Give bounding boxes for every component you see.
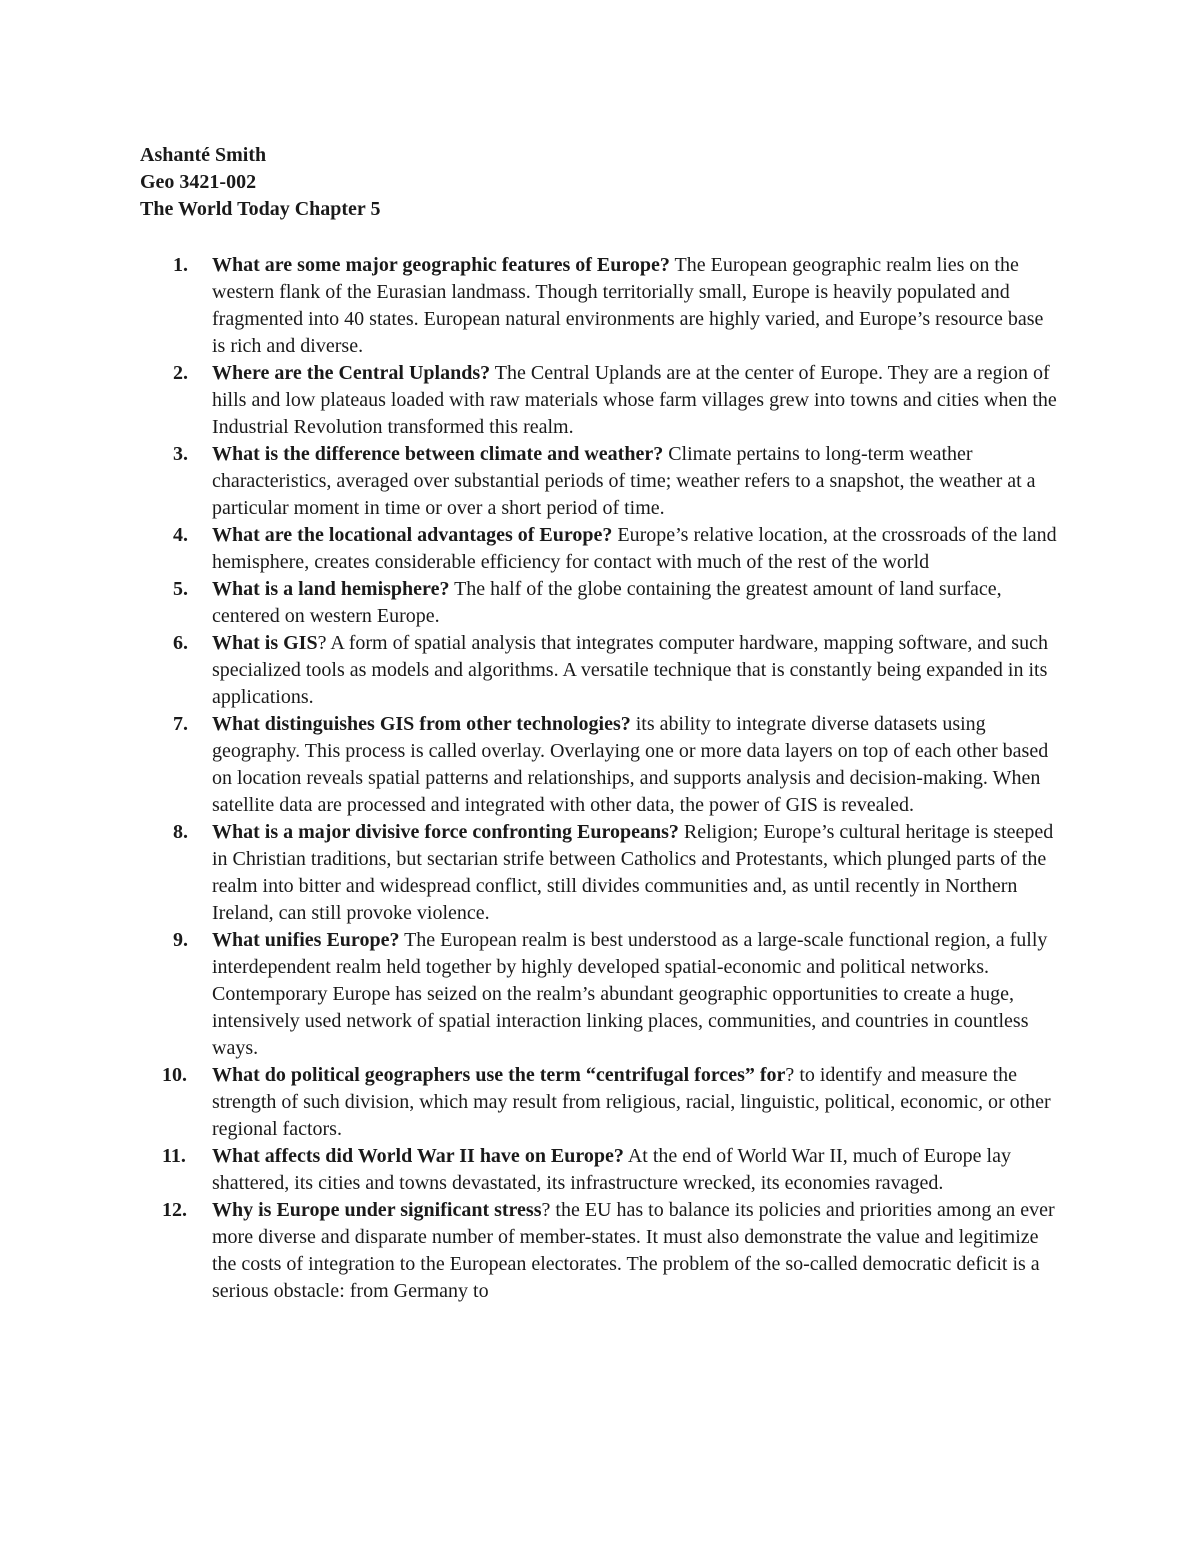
answer-text: The European realm is best understood as a large-scale functional region, a fully interdependent realm held together by highly developed spatial-economic and political networks. Contemporary Europe has seized on the realm’s abundant geographic opportunities to create a huge, intensively used network of spatial interaction linking places, communities, and countries in countless ways. [212, 929, 1048, 1059]
question-text: What is a major divisive force confronting Europeans? [212, 821, 679, 843]
list-item [140, 252, 1060, 360]
list-item [140, 819, 1060, 927]
question-list [140, 252, 1060, 1305]
item-number: 8. [173, 821, 188, 843]
answer-text: The Central Uplands are at the center of Europe. They are a region of hills and low plateaus loaded with raw materials whose farm villages grew into towns and cities when the Industrial Revolution transformed this realm. [212, 362, 1057, 438]
question-text: What unifies Europe? [212, 929, 400, 951]
answer-text: its ability to integrate diverse datasets using geography. This process is called overlay. Overlaying one or more data layers on top of each other based on location reveals spatial patterns and relationships, and supports analysis and decision-making. When satellite data are processed and integrated with other data, the power of GIS is revealed. [212, 713, 1049, 816]
item-number: 9. [173, 929, 188, 951]
document-header [140, 142, 380, 223]
list-item [140, 1197, 1060, 1305]
list-item [140, 711, 1060, 819]
question-text: What distinguishes GIS from other technologies? [212, 713, 631, 735]
answer-text: Climate pertains to long-term weather characteristics, averaged over substantial periods of time; weather refers to a snapshot, the weather at a particular moment in time or over a short period of time. [212, 443, 1036, 519]
item-number: 12. [162, 1199, 187, 1221]
question-text: What is a land hemisphere? [212, 578, 450, 600]
question-text: Why is Europe under significant stress [212, 1199, 542, 1221]
answer-text: A form of spatial analysis that integrates computer hardware, mapping software, and such specialized tools as models and algorithms. A versatile technique that is constantly being expanded in its applications. [212, 632, 1048, 708]
item-number: 11. [162, 1145, 186, 1167]
list-item [140, 1143, 1060, 1197]
answer-text: The half of the globe containing the greatest amount of land surface, centered on western Europe. [212, 578, 1002, 627]
answer-text: At the end of World War II, much of Europe lay shattered, its cities and towns devastated, its infrastructure wrecked, its economies ravaged. [212, 1145, 1011, 1194]
question-trail: ? [541, 1199, 551, 1221]
item-number: 10. [162, 1064, 187, 1086]
item-number: 2. [173, 362, 188, 384]
answer-text: to identify and measure the strength of such division, which may result from religious, racial, linguistic, political, economic, or other regional factors. [212, 1064, 1051, 1140]
question-trail: ? [785, 1064, 795, 1086]
list-item [140, 927, 1060, 1062]
question-text: What is GIS [212, 632, 318, 654]
list-item [140, 1062, 1060, 1143]
answer-text: the EU has to balance its policies and priorities among an ever more diverse and disparate number of member-states. It must also demonstrate the value and legitimize the costs of integration to the European electorates. The problem of the so-called democratic deficit is a serious obstacle: from Germany to [212, 1199, 1055, 1302]
question-text: Where are the Central Uplands? [212, 362, 491, 384]
question-text: What are the locational advantages of Europe? [212, 524, 613, 546]
list-item [140, 441, 1060, 522]
question-text: What do political geographers use the term “centrifugal forces” for [212, 1064, 786, 1086]
list-item [140, 630, 1060, 711]
item-number: 6. [173, 632, 188, 654]
item-number: 5. [173, 578, 188, 600]
item-number: 1. [173, 254, 188, 276]
item-number: 7. [173, 713, 188, 735]
answer-text: Europe’s relative location, at the crossroads of the land hemisphere, creates considerable efficiency for contact with much of the rest of the world [212, 524, 1057, 573]
question-text: What affects did World War II have on Europe? [212, 1145, 624, 1167]
list-item [140, 576, 1060, 630]
answer-text: The European geographic realm lies on the western flank of the Eurasian landmass. Though territorially small, Europe is heavily populated and fragmented into 40 states. European natural environments are highly varied, and Europe’s resource base is rich and diverse. [212, 254, 1044, 357]
question-text: What are some major geographic features of Europe? [212, 254, 670, 276]
list-item [140, 360, 1060, 441]
answer-text: Religion; Europe’s cultural heritage is steeped in Christian traditions, but sectarian strife between Catholics and Protestants, which plunged parts of the realm into bitter and widespread conflict, still divides communities and, as until recently in Northern Ireland, can still provoke violence. [212, 821, 1054, 924]
list-item [140, 522, 1060, 576]
question-text: What is the difference between climate and weather? [212, 443, 664, 465]
question-trail: ? [317, 632, 327, 654]
author-name: Ashanté Smith [140, 144, 267, 166]
course-code: Geo 3421-002 [140, 171, 257, 193]
item-number: 3. [173, 443, 188, 465]
document-title: The World Today Chapter 5 [140, 198, 381, 220]
item-number: 4. [173, 524, 188, 546]
